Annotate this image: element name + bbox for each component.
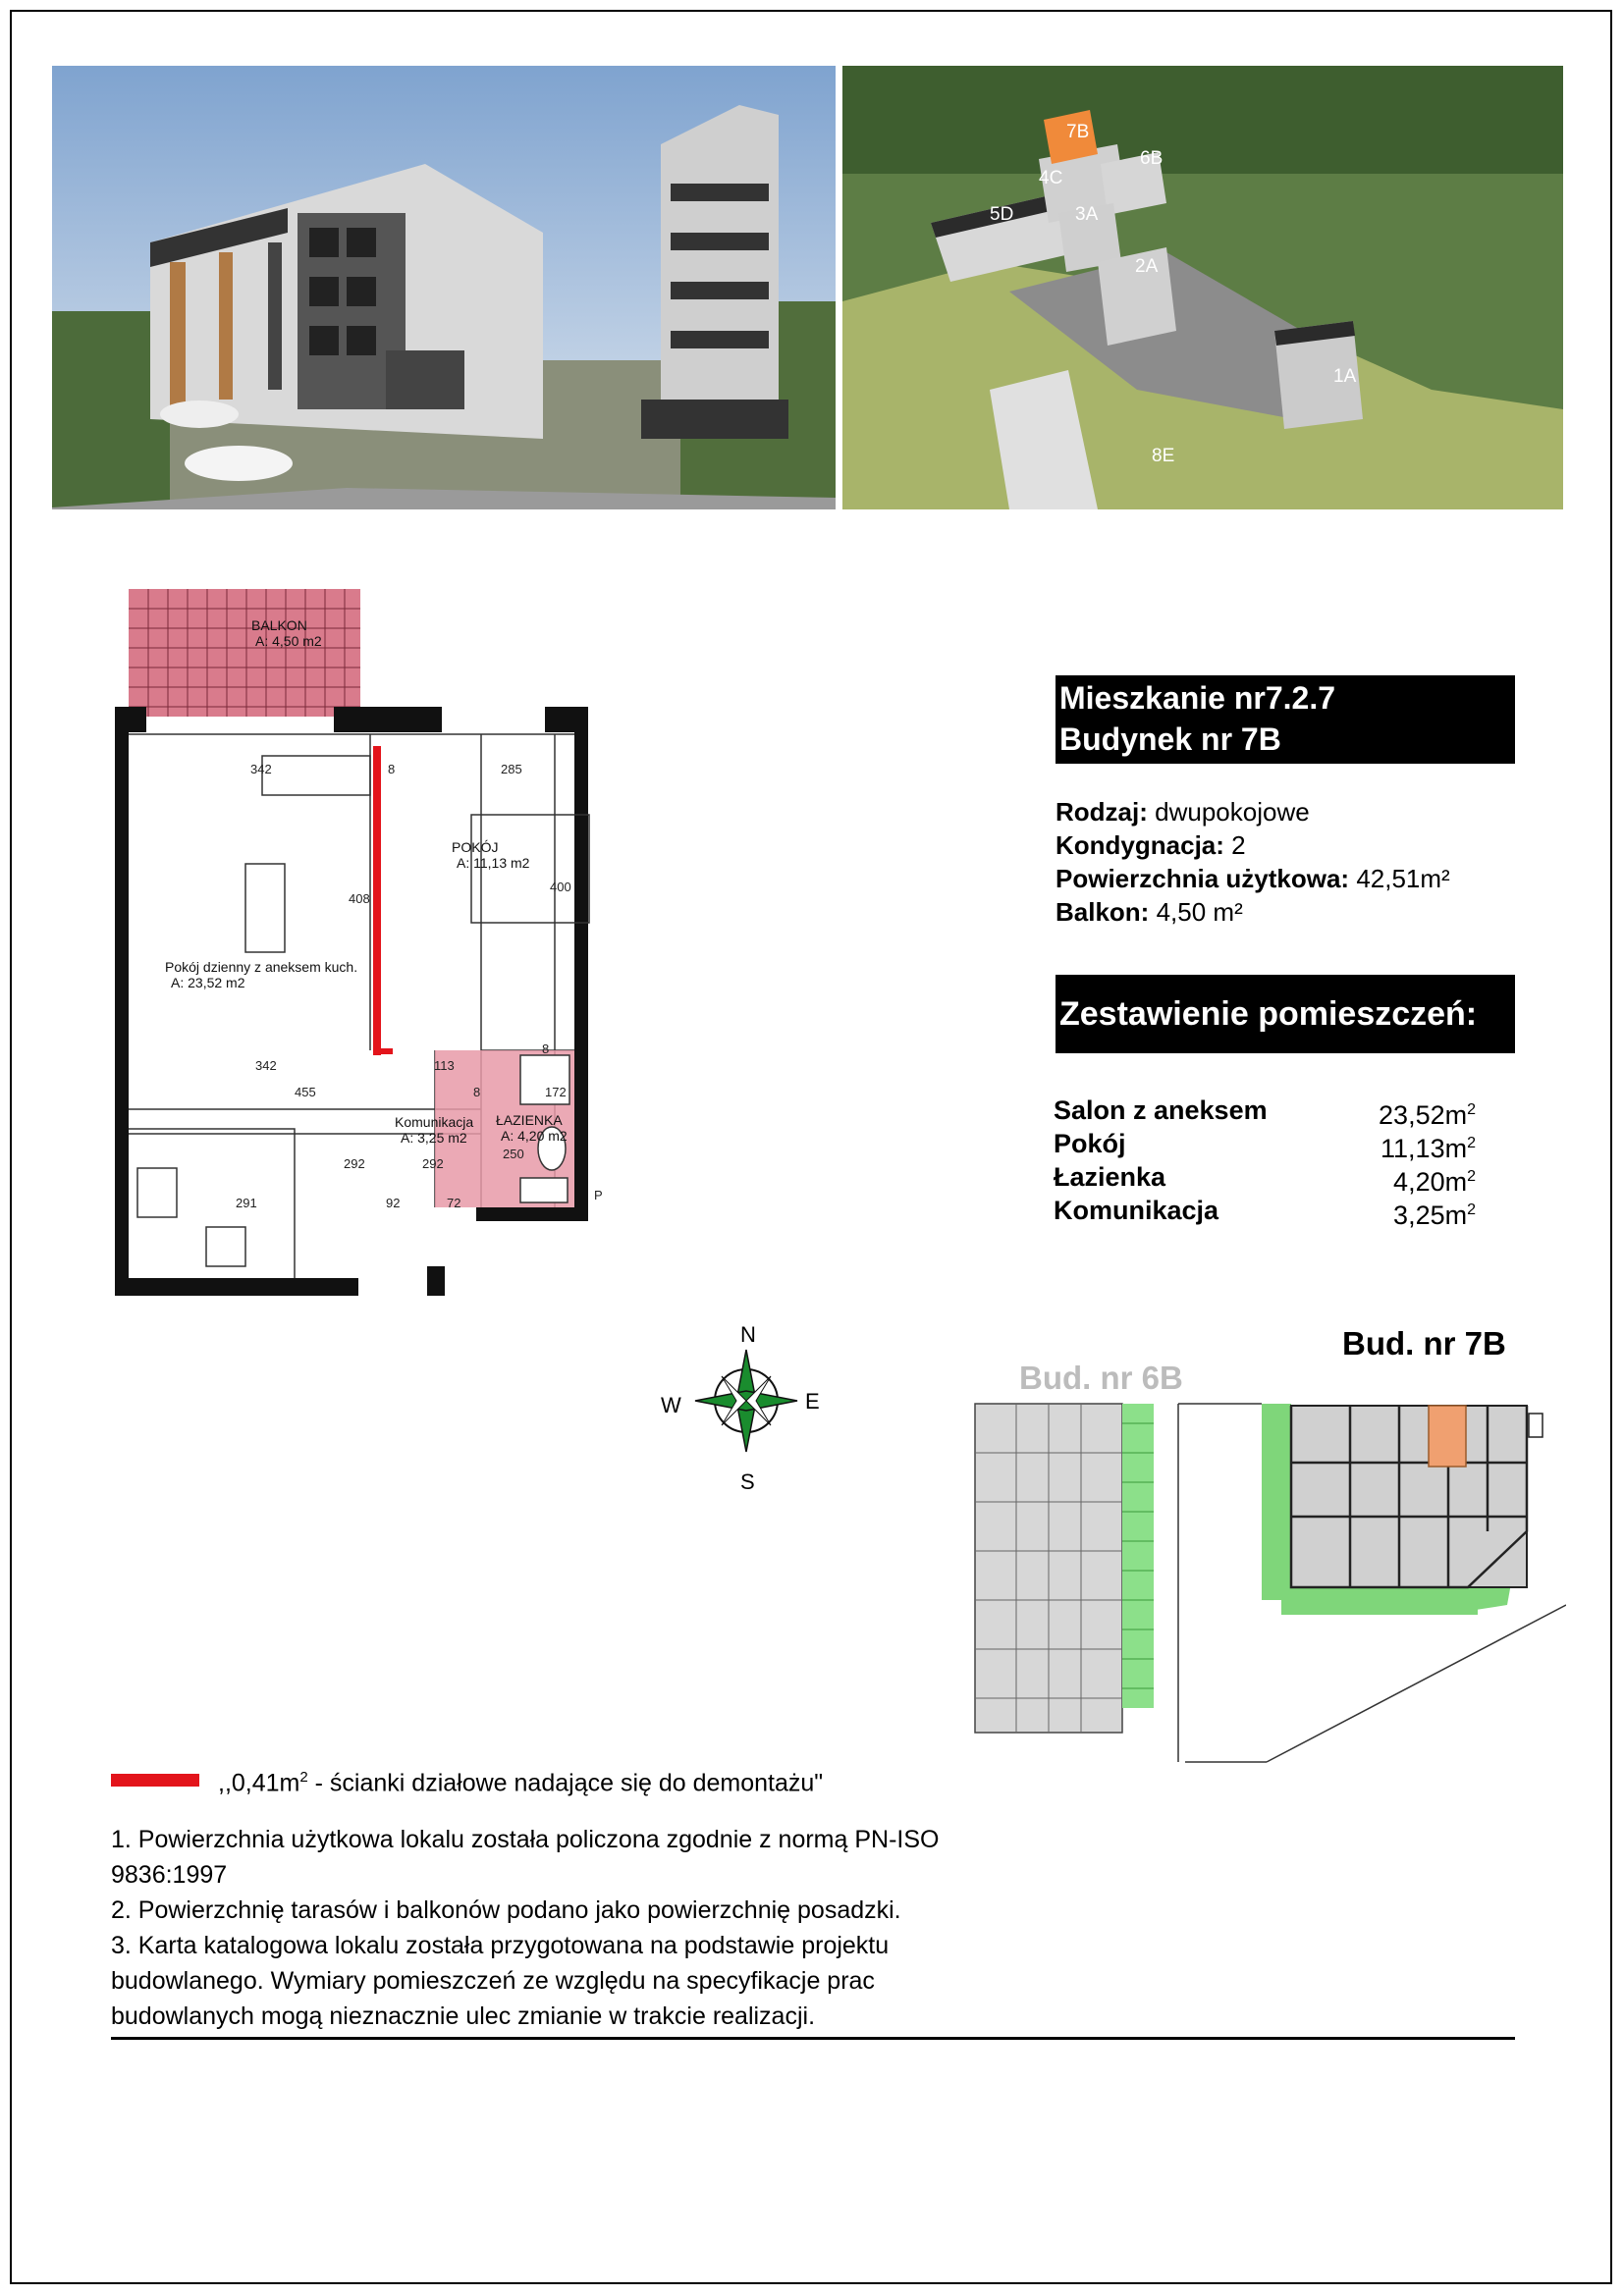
legend-sup: 2 [299, 1769, 308, 1786]
pokoj-area: A: 11,13 m2 [457, 855, 530, 871]
room-value: 23,52m [1379, 1100, 1468, 1130]
balkon-label: BALKON [251, 617, 307, 633]
site-plan [957, 1394, 1566, 1777]
building-number: Budynek nr 7B [1059, 721, 1281, 757]
dim-8-top: 8 [388, 762, 396, 776]
compass-e: E [805, 1389, 820, 1414]
apartment-info [1056, 795, 1450, 929]
floor-plan [108, 579, 658, 1306]
dim-92: 92 [386, 1196, 401, 1210]
legend-post: - ścianki działowe nadające się do demontażu" [307, 1769, 824, 1797]
compass-n: N [740, 1322, 756, 1347]
aerial-label-8E: 8E [1152, 446, 1175, 466]
room-name: Pokój [1054, 1129, 1126, 1158]
compass-w: W [661, 1393, 681, 1417]
room-row [1054, 1094, 1476, 1130]
dim-8-mid: 8 [473, 1085, 481, 1099]
room-unit-sup: 2 [1467, 1168, 1476, 1185]
building-render [52, 66, 836, 509]
legend-text [218, 1769, 823, 1797]
dim-8-bath: 8 [542, 1041, 550, 1056]
dim-172: 172 [545, 1085, 567, 1099]
dim-285: 285 [501, 762, 522, 776]
room-unit-sup: 2 [1467, 1201, 1476, 1218]
aerial-site-render [842, 66, 1563, 509]
room-unit-sup: 2 [1467, 1135, 1476, 1151]
legend-pre: ,,0,41m [218, 1769, 300, 1797]
area-value: 42,51m² [1356, 864, 1450, 893]
note-2: 2. Powierzchnię tarasów i balkonów podano jako powierzchnię posadzki. [111, 1896, 901, 1924]
shaft-label: P [594, 1188, 603, 1202]
notes [111, 1822, 1024, 2034]
balcony-label: Balkon: [1056, 897, 1150, 927]
dim-72: 72 [447, 1196, 461, 1210]
room-name: Salon z aneksem [1054, 1095, 1268, 1125]
type-value: dwupokojowe [1155, 797, 1310, 827]
dim-292-b: 292 [422, 1156, 444, 1171]
room-value: 11,13m [1380, 1134, 1468, 1163]
dim-400: 400 [550, 880, 571, 894]
dim-292-a: 292 [344, 1156, 365, 1171]
lazienka-label: ŁAZIENKA [496, 1112, 563, 1128]
dim-342-top: 342 [250, 762, 272, 776]
dim-342-mid: 342 [255, 1058, 277, 1073]
salon-area: A: 23,52 m2 [171, 975, 245, 990]
komunikacja-area: A: 3,25 m2 [401, 1130, 467, 1146]
bud-6b-label: Bud. nr 6B [1019, 1360, 1183, 1396]
demolition-wall-swatch [111, 1774, 199, 1787]
aerial-label-1A: 1A [1333, 366, 1357, 387]
compass-icon [648, 1310, 844, 1497]
aerial-label-2A: 2A [1135, 256, 1159, 277]
area-label: Powierzchnia użytkowa: [1056, 864, 1350, 893]
dim-408: 408 [349, 891, 370, 906]
room-row [1054, 1127, 1476, 1163]
floor-value: 2 [1231, 830, 1246, 860]
room-value: 4,20m [1393, 1167, 1468, 1197]
room-row [1054, 1160, 1476, 1197]
balkon-area: A: 4,50 m2 [255, 633, 322, 649]
note-3: 3. Karta katalogowa lokalu została przygotowana na podstawie projektu budowlanego. Wymiary pomieszczeń ze względu na specyfikacje prac budowlanych mogą nieznacznie ulec zmianie w trakcie realizacji. [111, 1932, 890, 2030]
note-1: 1. Powierzchnia użytkowa lokalu została policzona zgodnie z normą PN-ISO 9836:1997 [111, 1826, 940, 1889]
room-value: 3,25m [1393, 1201, 1468, 1230]
rooms-table [1054, 1094, 1476, 1230]
floor-label: Kondygnacja: [1056, 830, 1224, 860]
rooms-heading: Zestawienie pomieszczeń: [1056, 975, 1515, 1053]
dim-113: 113 [434, 1058, 455, 1073]
room-name: Łazienka [1054, 1162, 1166, 1192]
pokoj-label: POKÓJ [452, 839, 499, 855]
aerial-label-4C: 4C [1039, 168, 1063, 188]
bud-7b-label: Bud. nr 7B [1342, 1325, 1506, 1362]
balcony-value: 4,50 m² [1156, 897, 1243, 927]
salon-label: Pokój dzienny z aneksem kuch. [165, 959, 358, 975]
type-label: Rodzaj: [1056, 797, 1148, 827]
compass-s: S [740, 1469, 755, 1494]
aerial-label-5D: 5D [990, 204, 1014, 225]
bottom-divider [111, 2037, 1515, 2040]
apartment-number: Mieszkanie nr7.2.7 [1059, 680, 1336, 716]
aerial-label-7B: 7B [1066, 122, 1090, 142]
room-row [1054, 1194, 1476, 1230]
room-name: Komunikacja [1054, 1196, 1219, 1225]
dim-455: 455 [295, 1085, 316, 1099]
lazienka-area: A: 4,20 m2 [501, 1128, 568, 1144]
aerial-label-6B: 6B [1140, 148, 1164, 169]
room-unit-sup: 2 [1467, 1101, 1476, 1118]
apartment-title-box [1056, 675, 1515, 764]
dim-291: 291 [236, 1196, 257, 1210]
aerial-label-3A: 3A [1075, 204, 1099, 225]
komunikacja-label: Komunikacja [395, 1114, 474, 1130]
dim-250: 250 [503, 1147, 524, 1161]
